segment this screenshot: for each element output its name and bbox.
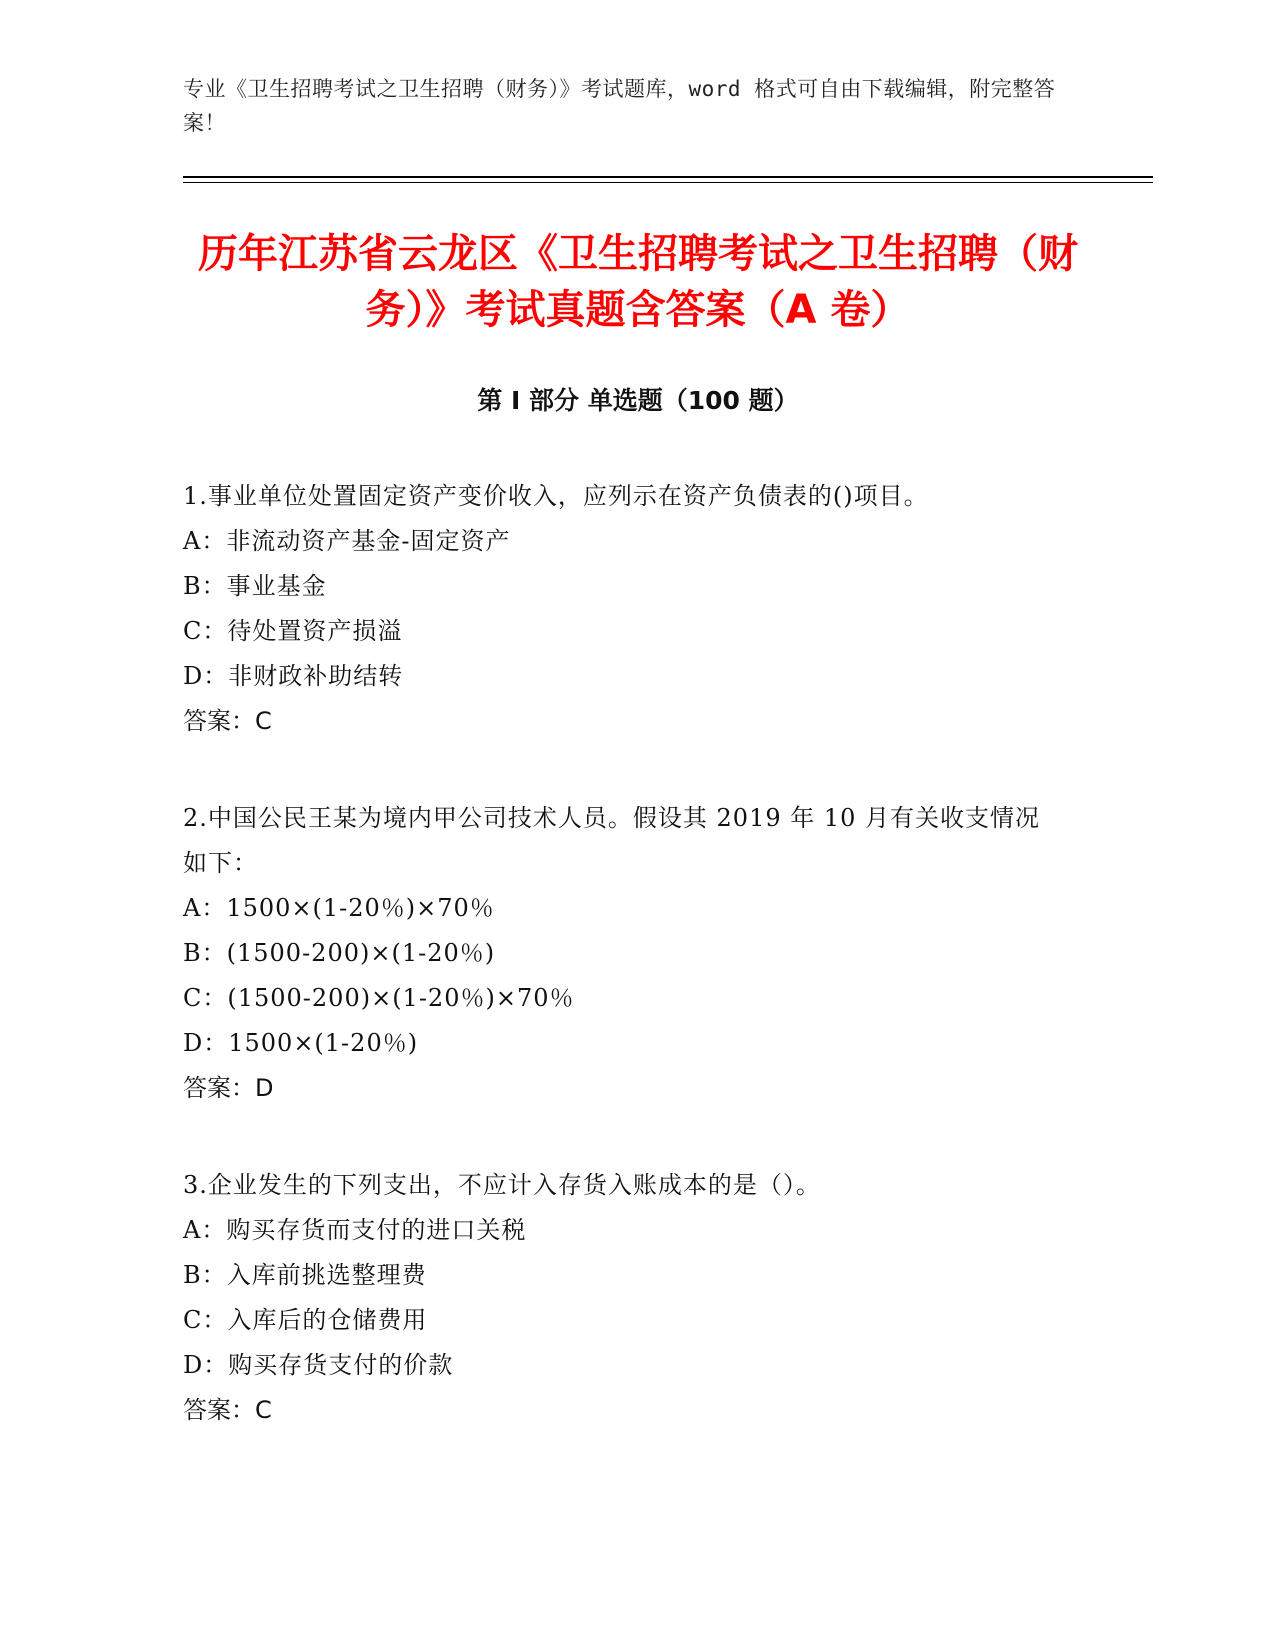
option-c: C：待处置资产损溢: [183, 617, 403, 645]
section-title: 第 I 部分 单选题（100 题）: [477, 386, 799, 415]
answer: 答案：C: [183, 707, 272, 735]
document-title: 历年江苏省云龙区《卫生招聘考试之卫生招聘（财务）》考试真题含答案（A 卷）: [198, 231, 1078, 333]
question-list: [183, 474, 1063, 1485]
question-stem: 1.事业单位处置固定资产变价收入，应列示在资产负债表的()项目。: [183, 482, 929, 510]
option-b: B：入库前挑选整理费: [183, 1261, 427, 1289]
question-stem: 2.中国公民王某为境内甲公司技术人员。假设其 2019 年 10 月有关收支情况如下：: [183, 804, 1041, 877]
question-1: [183, 474, 1063, 744]
header-rule-thick: [183, 176, 1153, 178]
option-b: B：(1500-200)×(1-20％): [183, 939, 496, 967]
option-c: C：入库后的仓储费用: [183, 1306, 428, 1334]
question-stem: 3.企业发生的下列支出，不应计入存货入账成本的是（）。: [183, 1171, 821, 1199]
header-note: 专业《卫生招聘考试之卫生招聘（财务）》考试题库，word 格式可自由下载编辑，附完整答案！: [183, 77, 1056, 135]
option-d: D：1500×(1-20％): [183, 1029, 419, 1057]
answer: 答案：D: [183, 1074, 274, 1102]
option-a: A：购买存货而支付的进口关税: [183, 1216, 527, 1244]
option-d: D：非财政补助结转: [183, 662, 404, 690]
question-2: [183, 796, 1063, 1111]
option-a: A：非流动资产基金-固定资产: [183, 527, 511, 555]
header-rule-thin: [183, 182, 1153, 183]
answer: 答案：C: [183, 1396, 272, 1424]
option-b: B：事业基金: [183, 572, 327, 600]
option-d: D：购买存货支付的价款: [183, 1351, 454, 1379]
question-3: [183, 1163, 1063, 1433]
option-c: C：(1500-200)×(1-20％)×70％: [183, 984, 575, 1012]
option-a: A：1500×(1-20％)×70％: [183, 894, 495, 922]
